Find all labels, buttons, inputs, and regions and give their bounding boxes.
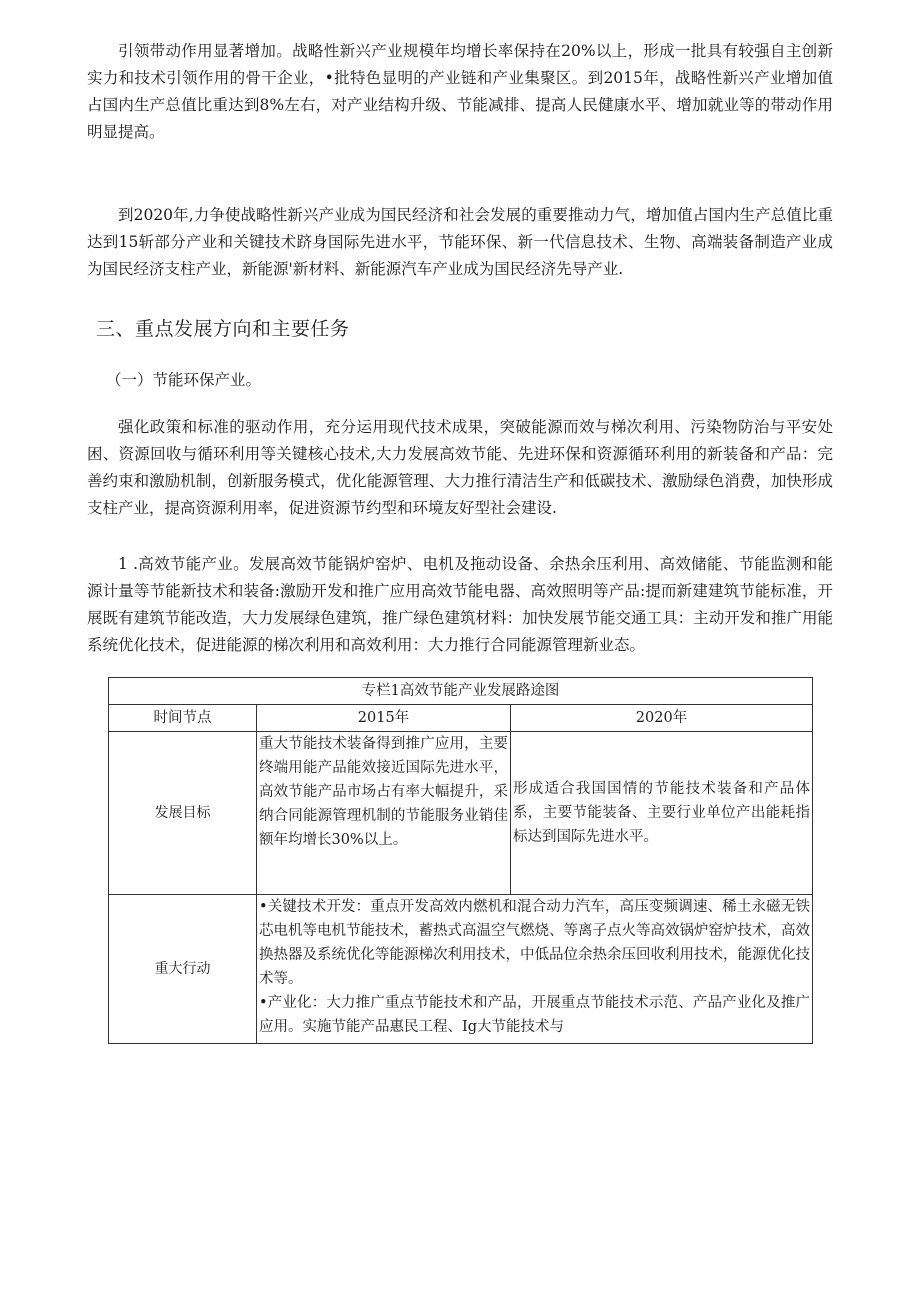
subsection-heading: （一）节能环保产业。 — [106, 371, 262, 389]
action-cell — [257, 895, 813, 1044]
paragraph-growth-2015: 引领带动作用显著增加。战略性新兴产业规模年均增长率保持在20%以上，形成一批具有较强自主创新实力和技术引领作用的骨干企业，•批特色显明的产业链和产业集聚区。到2015年，战略性新兴产业增加值占国内生产总值比重达到8%左右，对产业结构升级、节能减排、提高人民健康水平、增加就业等的带动作用明显提高。 — [87, 42, 833, 141]
table-row-actions — [109, 895, 813, 1044]
section-heading: 三、重点发展方向和主要任务 — [96, 318, 350, 340]
goal-label: 发展目标 — [109, 732, 257, 895]
paragraph-efficient-industry: 1 .高效节能产业。发展高效节能锅炉窑炉、电机及拖动设备、余热余压利用、高效储能、节能监测和能源计量等节能新技术和装备:激励开发和推广应用高效节能电器、高效照明等产品:提而新建建筑节能标准，开展既有建筑节能改造，大力发展绿色建筑，推广绿色建筑材料：加快发展节能交通工具：主动开发和推广用能系统优化技术，促进能源的梯次利用和高效利用：大力推行合同能源管理新业态。 — [87, 555, 833, 654]
table-caption: 专栏1高效节能产业发展路途图 — [109, 678, 813, 705]
header-2020: 2020年 — [511, 705, 813, 732]
roadmap-table — [108, 677, 813, 1044]
table-row-goals — [109, 732, 813, 895]
action-key-tech: •关键技术开发：重点开发高效内燃机和混合动力汽车，高压变频调速、稀土永磁无铁芯电机等电机节能技术，蓄热式高温空气燃烧、等离子点火等高效锅炉窑炉技术，高效换热器及系统优化等能源梯次利用技术，中低品位余热余压回收利用技术，能源优化技术等。 — [259, 899, 810, 987]
action-industrialization: •产业化：大力推广重点节能技术和产品，开展重点节能技术示范、产品产业化及推广应用。实施节能产品惠民工程、Ig大节能技术与 — [259, 995, 810, 1035]
goal-2020-cell: 形成适合我国国情的节能技术装备和产品体系，主要节能装备、主要行业单位产出能耗指标达到国际先进水平。 — [511, 732, 813, 895]
table-header-row — [109, 705, 813, 732]
paragraph-energy-saving-overview: 强化政策和标准的驱动作用，充分运用现代技术成果，突破能源而效与梯次利用、污染物防治与平安处困、资源回收与循环利用等关键核心技术,大力发展高效节能、先进环保和资源循环利用的新装备和产品：完善约束和激励机制，创新服务模式，优化能源管理、大力推行清洁生产和低碳技术、激励绿色消费，加快形成支柱产业，提高资源利用率，促进资源节约型和环境友好型社会建设. — [87, 418, 833, 517]
header-time-node: 时间节点 — [109, 705, 257, 732]
goal-2015-cell: 重大节能技术装备得到推广应用，主要终端用能产品能效接近国际先进水平，高效节能产品市场占有率大幅提升，采纳合同能源管理机制的节能服务业销佳额年均增长30%以上。 — [257, 732, 511, 895]
header-2015: 2015年 — [257, 705, 511, 732]
table-caption-row — [109, 678, 813, 705]
paragraph-goal-2020: 到2020年,力争使战略性新兴产业成为国民经济和社会发展的重要推动力气，增加值占国内生产总值比重达到15斩部分产业和关键技术跻身国际先进水平，节能环保、新一代信息技术、生物、高端装备制造产业成为国民经济支柱产业，新能源'新材料、新能源汽车产业成为国民经济先导产业. — [87, 206, 833, 278]
action-label: 重大行动 — [109, 895, 257, 1044]
